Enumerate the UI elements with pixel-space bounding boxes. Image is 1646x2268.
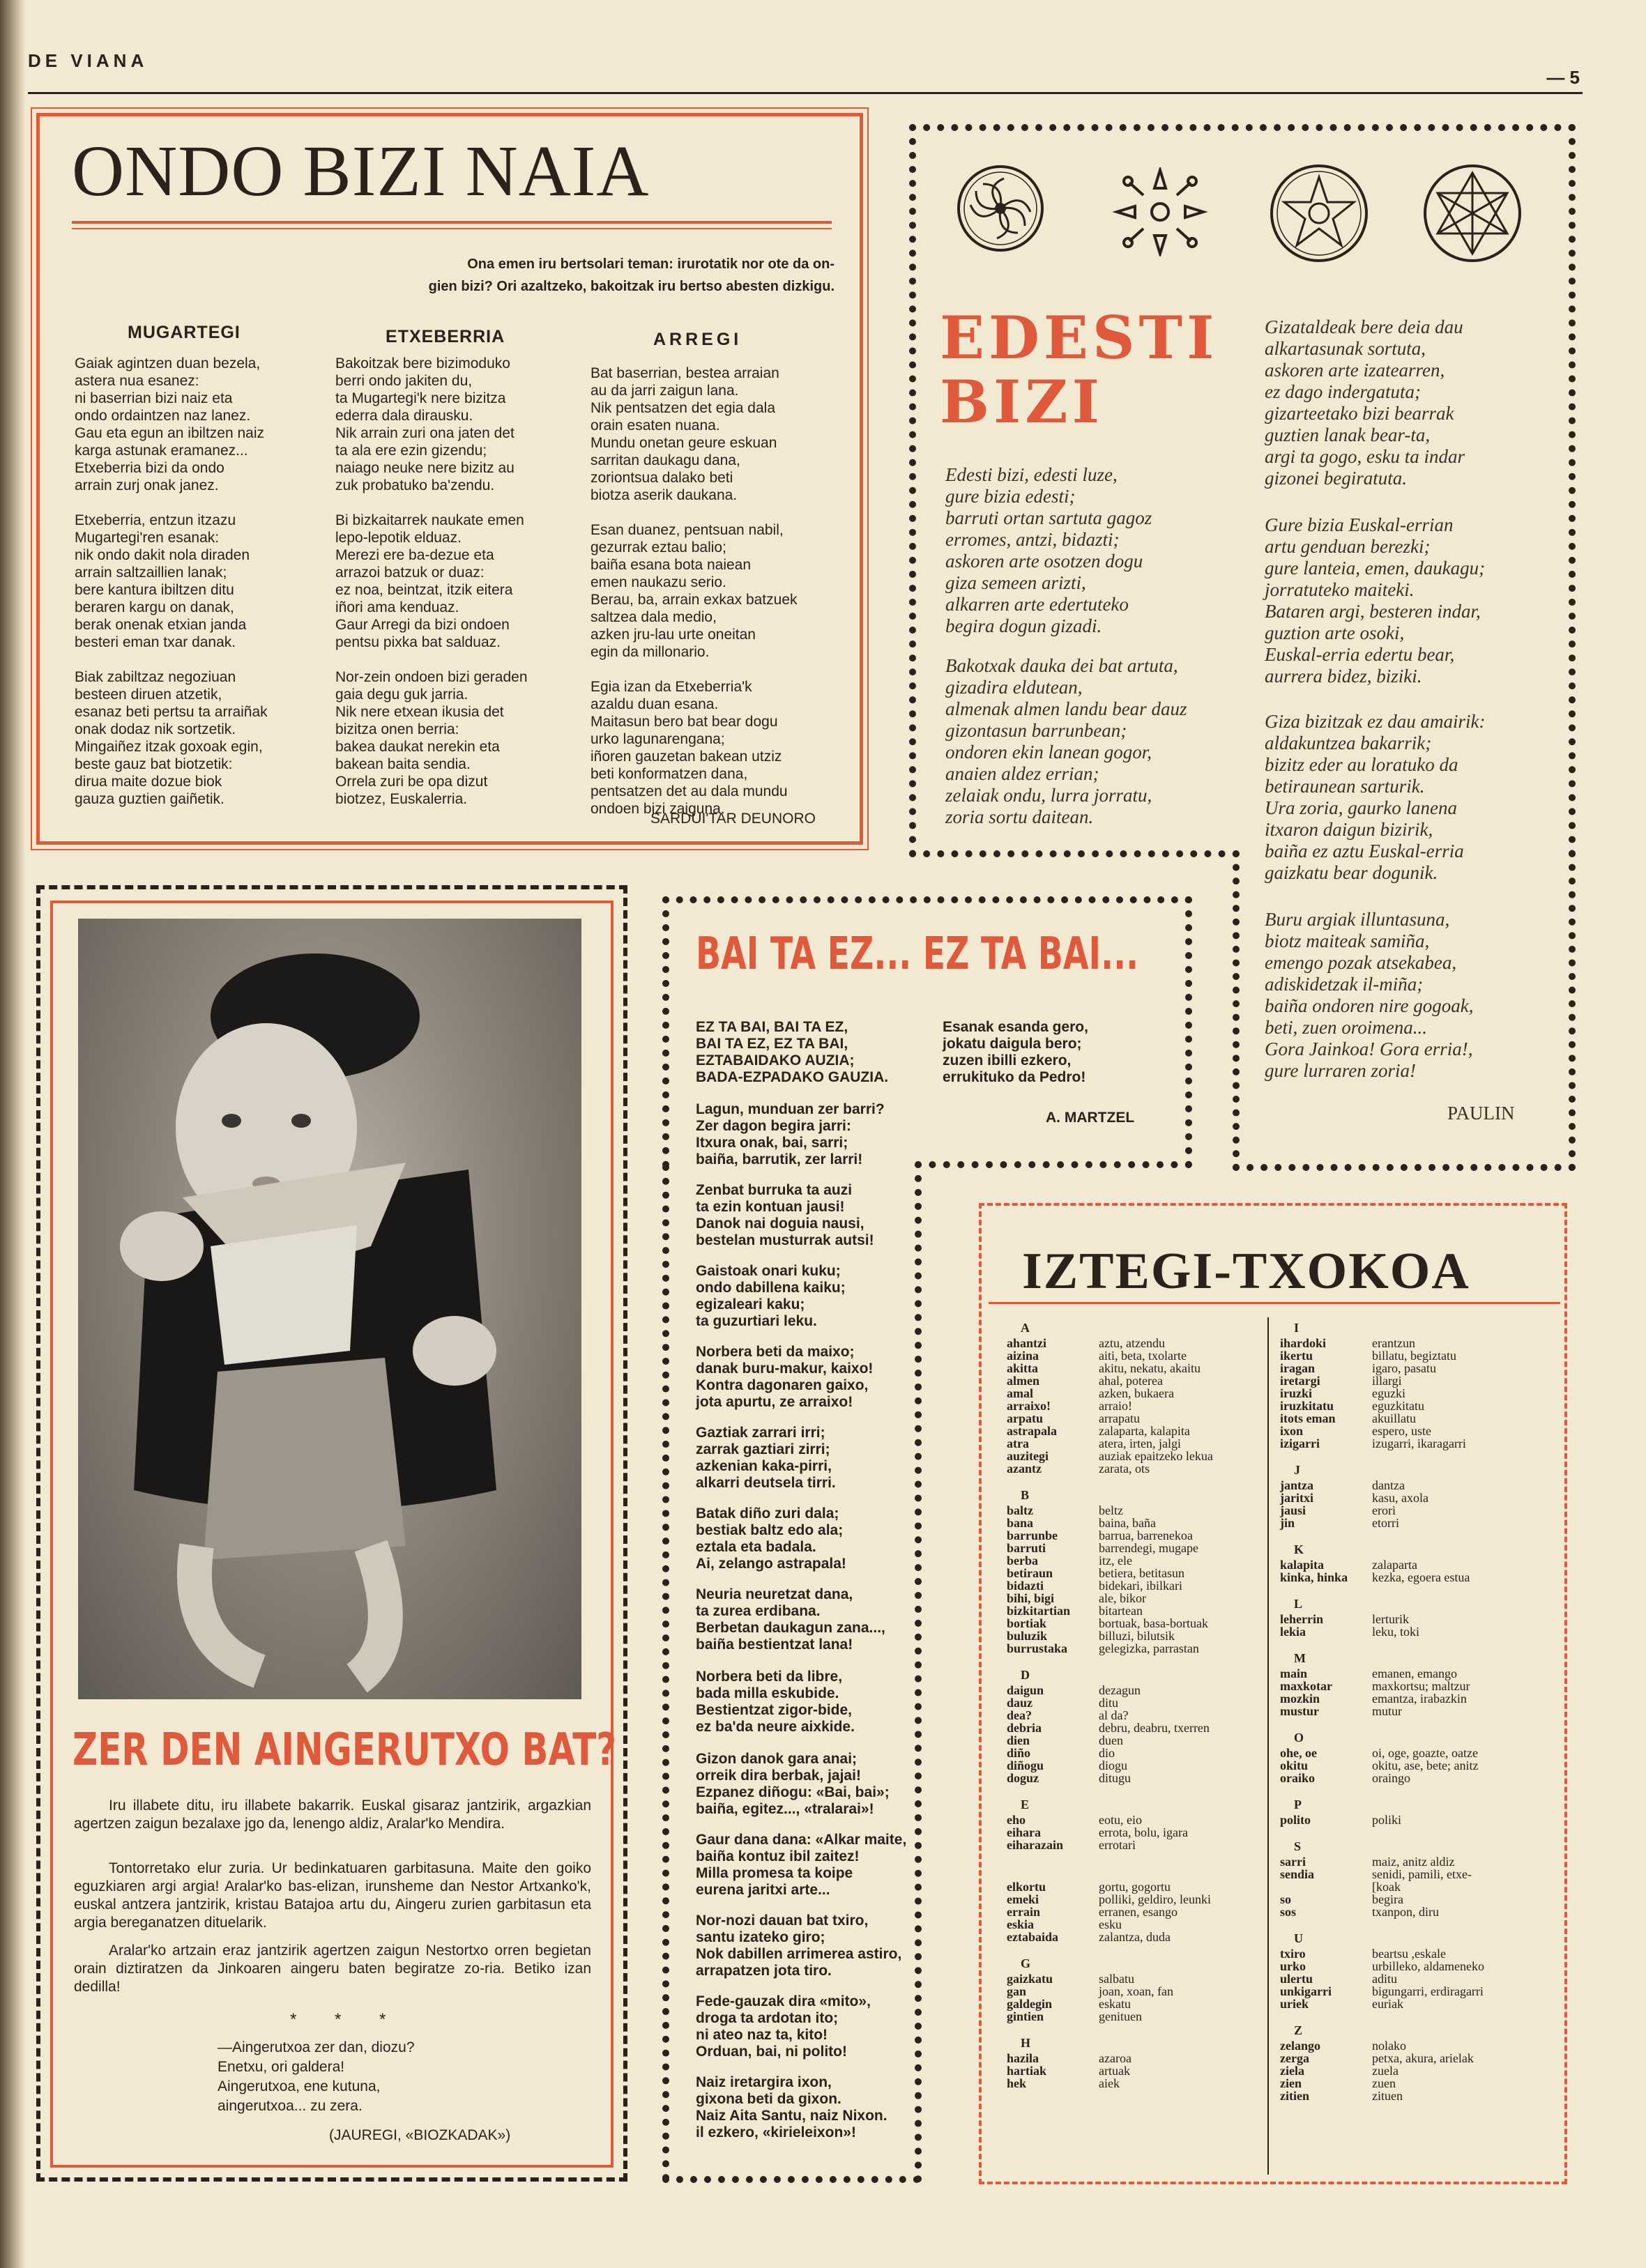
glossary-letter xyxy=(1007,1865,1265,1878)
baitaez-frame-bottom xyxy=(662,2176,920,2183)
glossary-words: polito xyxy=(1280,1813,1311,1827)
glossary-words: ihardoki ikertu iragan iretargi iruzki iruzkitatu itots eman ixon izigarri xyxy=(1280,1336,1336,1450)
glossary-letter: S xyxy=(1294,1839,1302,1853)
running-head: DE VIANA xyxy=(28,50,148,71)
edesti-stanza: Gizataldeak bere deia dau alkartasunak sortuta, askoren arte izatearren, ez dago indergatuta; gizarteetako bizi bearrak guztien lanak bear-ta, argi ta gogo, esku ta indar gizonei begiratuta. xyxy=(1265,316,1465,489)
glossary-words: txiro urko ulertu unkigarri uriek xyxy=(1280,1947,1332,2011)
baitaez-frame-left xyxy=(662,1164,669,2182)
article-signature: SARDUI'TAR DEUNORO xyxy=(650,811,816,827)
binding-gutter xyxy=(0,0,25,2268)
aingeru-title: ZER DEN AINGERUTXO BAT? xyxy=(73,1724,617,1776)
rosette-hexafoil-icon xyxy=(1422,163,1523,263)
baitaez-signature: A. MARTZEL xyxy=(1046,1110,1135,1126)
glossary-definitions: azaroa artuak aiek xyxy=(1099,2051,1131,2090)
baitaez-stanza: Nor-nozi dauan bat txiro, santu izateko giro; Nok dabillen arrimerea astiro, arrapatzen jota tiro. xyxy=(696,1913,902,1979)
glossary-group xyxy=(1280,1543,1562,1584)
edesti-stanza: Bakotxak dauka dei bat artuta, gizadira eldutean, almenak almen landu bear dauz gizontasun barrunbean; ondoren ekin lanean gogor, anaien aldez errian; zelaiak ondu, lurra jorratu, zoria sortu daitean. xyxy=(945,655,1187,827)
glossary-words: zelango zerga ziela zien zitien xyxy=(1280,2039,1320,2103)
baitaez-stanza: Gaur dana dana: «Alkar maite, baiña kontuz ibil zaitez! Milla promesa ta koipe eurena jaritxi arte... xyxy=(696,1832,907,1898)
glossary-words: sarri sendia so sos xyxy=(1280,1855,1315,1919)
glossary-group xyxy=(1280,1731,1562,1784)
glossary-definitions: beltz baina, baña barrua, barrenekoa barrendegi, mugape itz, ele betiera, betitasun bidekari, ibilkari ale, bikor bitartean bortuak, basa-bortuak billuzi, bilutsik gelegizka, parrastan xyxy=(1099,1503,1208,1655)
glossary-words: kalapita kinka, hinka xyxy=(1280,1558,1348,1584)
rosette-star-icon xyxy=(1269,163,1369,263)
glossary-letter: L xyxy=(1294,1597,1303,1611)
glossary-group xyxy=(1007,2037,1265,2090)
glossary-words: leherrin lekia xyxy=(1280,1612,1323,1639)
glossary-letter: E xyxy=(1021,1798,1030,1811)
iztegi-title-rule xyxy=(989,1302,1560,1304)
aingeru-article xyxy=(50,901,617,2168)
column-text-mugartegi: Gaiak agintzen duan bezela, astera nua esanez: ni baserrian bizi naiz eta ondo ordaintzen naz lanez. Gau eta egun an ibiltzen naiz karga astunak eramanez... Etxeberria bizi da ondo arrain zurj onak janez. Etxeberria, entzun itzazu Mugartegi'ren esanak: nik ondo dakit nola diraden arrain saltzaillien lanak; bere kantura ibiltzen ditu beraren kargu on danak, berak onenak etxian janda besteri eman txar danak. Biak zabiltzaz negoziuan besteen diruen atzetik, esanaz beti pertsu ta arraiñak onak dodaz nik sortzetik. Mingaiñez itzak goxoak egin, beste gauz bat biotzetik: dirua maite dozue biok gauza guztien gaiñetik. xyxy=(75,355,268,807)
title-rule-thin xyxy=(72,228,832,229)
ondo-bizi-naia-article xyxy=(36,113,863,845)
iztegi-column-divider xyxy=(1267,1317,1269,2175)
glossary-letter: K xyxy=(1294,1542,1304,1556)
baitaez-side-stanza: Esanak esanda gero, jokatu daigula bero; zuzen ibilli ezkero, errukituko da Pedro! xyxy=(943,1019,1088,1085)
glossary-definitions: dantza kasu, axola erori etorri xyxy=(1372,1478,1428,1530)
glossary-definitions: zalaparta kezka, egoera estua xyxy=(1372,1558,1470,1584)
article-title: ONDO BIZI NAIA xyxy=(72,131,650,211)
glossary-letter: U xyxy=(1294,1931,1303,1945)
baitaez-stanza: Gaistoak onari kuku; ondo dabillena kaiku; egizaleari kaku; ta guzurtiari leku. xyxy=(696,1263,846,1329)
glossary-words: ahantzi aizina akitta almen amal arraixo! arpatu astrapala atra auzitegi azantz xyxy=(1007,1336,1057,1476)
column-head-mugartegi: MUGARTEGI xyxy=(128,323,241,342)
baby-illustration-icon xyxy=(78,919,581,1699)
glossary-definitions: poliki xyxy=(1372,1813,1402,1827)
glossary-letter: B xyxy=(1021,1488,1030,1502)
glossary-words: eho eihara eiharazain xyxy=(1007,1813,1063,1852)
glossary-definitions: gortu, gogortu polliki, geldiro, leunki erranen, esango esku zalantza, duda xyxy=(1099,1880,1211,1944)
edesti-title-line1: EDESTI xyxy=(940,303,1219,372)
edesti-stanza: Edesti bizi, edesti luze, gure bizia edesti; barruti ortan sartuta gagoz erromes, antzi, bidazti; askoren arte osotzen dogu giza semeen arizti, alkarren arte edertuteko begira dogun gizadi. xyxy=(945,464,1152,636)
baitaez-frame-step xyxy=(915,1161,1192,1168)
glossary-words: jantza jaritxi jausi jin xyxy=(1280,1478,1313,1530)
column-text-arregi: Bat baserrian, bestea arraian au da jarri zaigun lana. Nik pentsatzen det egia dala orain esaten nuana. Mundu onetan geure eskuan sarritan daukagu dana, zoriontsua dalako beti biotza aserik daukana. Esan duanez, pentsuan nabil, gezurrak eztau balio; baiña esana bota naiean emen naukazu serio. Berau, ba, arrain exkax batzuek saltzea dala medio, azken jru-lau urte oneitan egin da millonario. Egia izan da Etxeberria'k azaldu duan esana. Maitasun bero bat bear dogu urko lagunarengana; iñoren gauzetan bakean utziz beti konformatzen dana, pentsatzen det au dala mundu ondoen bizi zaiguna. xyxy=(590,365,798,817)
column-head-etxeberria: ETXEBERRIA xyxy=(386,327,505,346)
aingeru-paragraph: Aralar'ko artzain eraz jantzirik agertzen zaigun Nestortxo orren begietan orain diztiratzen da Jinkoaren aingeru baten begiratze zo-ria. Betiko izan dedilla! xyxy=(74,1943,591,1995)
glossary-letter: A xyxy=(1021,1321,1030,1335)
baitaez-stanza: Fede-gauzak dira «mito», droga ta ardotan ito; ni ateo naz ta, kito! Orduan, bai, ni polito! xyxy=(696,1993,871,2060)
glossary-letter: H xyxy=(1021,2036,1031,2050)
edesti-frame-step xyxy=(1233,850,1240,1171)
glossary-letter: I xyxy=(1294,1321,1300,1335)
glossary-letter: D xyxy=(1021,1668,1030,1682)
iztegi-title: IZTEGI-TXOKOA xyxy=(1022,1243,1470,1300)
glossary-group xyxy=(1280,1464,1562,1529)
edesti-stanza: Buru argiak illuntasuna, biotz maiteak samiña, emengo pozak atsekabea, adiskidetzak il-miña; baiña ondoren nire gogoak, beti, zuen oroimena... Gora Jainkoa! Gora erria!, gure lurraren zoria! xyxy=(1265,909,1474,1081)
glossary-words: gaizkatu gan galdegin gintien xyxy=(1007,1972,1053,2023)
baitaez-stanza: Lagun, munduan zer barri? Zer dagon begira jarri: Itxura onak, bai, sarri; baiña, barrutik, zer larri! xyxy=(696,1101,885,1167)
glossary-group xyxy=(1280,1652,1562,1717)
baitaez-stanza: EZ TA BAI, BAI TA EZ, BAI TA EZ, EZ TA BAI, EZTABAIDAKO AUZIA; BADA-EZPADAKO GAUZIA. xyxy=(696,1019,889,1085)
rosette-spiral-icon xyxy=(955,163,1046,254)
edesti-title-line2: BIZI xyxy=(940,367,1104,436)
aingeru-verse: —Aingerutxoa zer dan, diozu? Enetxu, ori galdera! Aingerutxoa, ene kutuna, aingerutxoa... zu zera. xyxy=(218,2039,415,2114)
aingeru-paragraph: Iru illabete ditu, iru illabete bakarrik. Euskal gisaraz jantzirik, argazkian agertzen zaigun bezalaxe jgo da, lenengo aldiz, Aralar'ko Mendira. xyxy=(74,1798,591,1832)
aingeru-signature: (JAUREGI, «BIOZKADAK») xyxy=(329,2127,511,2143)
glossary-group xyxy=(1280,1932,1562,2010)
glossary-definitions: beartsu ,eskale urbilleko, aldameneko aditu bigungarri, erdiragarri euriak xyxy=(1372,1947,1484,2011)
glossary-group xyxy=(1280,1840,1562,1918)
baitaez-stanza: Norbera beti da maixo; danak buru-makur, kaixo! Kontra dagonaren gaixo, jota apurtu, ze arraixo! xyxy=(696,1344,874,1410)
page-number: — 5 xyxy=(1546,67,1580,88)
glossary-group xyxy=(1280,1597,1562,1638)
edesti-frame-bottom-right xyxy=(1233,1164,1576,1171)
glossary-group xyxy=(1280,1321,1562,1450)
baitaez-stanza: Naiz iretargira ixon, gixona beti da gixon. Naiz Aita Santu, naiz Nixon. il ezkero, «kirieleixon»! xyxy=(696,2074,887,2140)
glossary-group xyxy=(1007,1669,1265,1784)
iztegi-article xyxy=(979,1203,1567,2184)
glossary-letter: G xyxy=(1021,1956,1031,1970)
aingeru-paragraph: Tontorretako elur zuria. Ur bedinkatuaren garbitasuna. Maite den goiko eguzkiaren argi argia! Aralar'ko bas-elizan, irunsheme dan Nestor Artxanko'k, euskal antzera jantzirik, kristau Batajoa artu du, Aingeru zurien garbitasun eta argia bereganatzen dituelarik. xyxy=(74,1860,591,1931)
glossary-group xyxy=(1007,1957,1265,2023)
glossary-group xyxy=(1007,1489,1265,1655)
header-rule xyxy=(28,92,1583,94)
glossary-letter: M xyxy=(1294,1651,1306,1665)
baitaez-stanza: Norbera beti da libre, bada milla eskubide. Bestientzat zigor-bide, ez ba'da neure aixkide. xyxy=(696,1669,855,1735)
edesti-signature: PAULIN xyxy=(1447,1103,1515,1124)
glossary-definitions: erantzun billatu, begiztatu igaro, pasatu illargi eguzki eguzkitatu akuillatu espero, uste izugarri, ikaragarri xyxy=(1372,1336,1466,1450)
glossary-definitions: nolako petxa, akura, arielak zuela zuen zituen xyxy=(1372,2039,1474,2103)
baitaez-stanza: Gizon danok gara anai; orreik dira berbak, jajai! Ezpanez diñogu: «Bai, bai»; baiña, egitez..., «tralarai»! xyxy=(696,1751,890,1817)
glossary-letter: Z xyxy=(1294,2023,1303,2037)
glossary-definitions: maiz, anitz aldiz senidi, pamili, etxe- [koak begira txanpon, diru xyxy=(1372,1855,1472,1919)
aingeru-stars: * * * xyxy=(290,2010,403,2029)
edesti-stanza: Giza bizitzak ez dau amairik: aldakuntzea bakarrik; bizitz eder au loratuko da betiraunean sarturik. Ura zoria, gaurko lanena itxaron daigun bizirik, baiña ez aztu Euskal-erria gaizkatu bear dogunik. xyxy=(1265,711,1486,883)
baitaez-stanza: Zenbat burruka ta auzi ta ezin kontuan jausi! Danok nai doguia nausi, bestelan musturrak autsi! xyxy=(696,1182,874,1248)
glossary-group xyxy=(1280,1798,1562,1826)
edesti-stanza: Gure bizia Euskal-errian artu genduan berezki; gure lanteia, emen, daukagu; jorratuteko maiteki. Bataren argi, besteren indar, guztion arte osoki, Euskal-erria edertu bear, aurrera bidez, biziki. xyxy=(1265,514,1486,687)
glossary-group xyxy=(1007,1865,1265,1943)
glossary-letter: P xyxy=(1294,1798,1302,1811)
glossary-definitions: dezagun ditu al da? debru, deabru, txerren duen dio diogu ditugu xyxy=(1099,1683,1210,1785)
glossary-letter: O xyxy=(1294,1731,1304,1745)
glossary-words: main maxkotar mozkin mustur xyxy=(1280,1666,1332,1718)
glossary-words: hazila hartiak hek xyxy=(1007,2051,1047,2090)
baitaez-title: BAI TA EZ... EZ TA BAI... xyxy=(696,928,1139,980)
baby-photo xyxy=(78,919,581,1699)
title-rule xyxy=(72,221,832,224)
article-intro: Ona emen iru bertsolari teman: irurotatik nor ote da on- gien bizi? Ori azaltzeko, bakoitzak iru bertso abesten dizkigu. xyxy=(428,256,835,294)
rosette-cross-icon xyxy=(1111,167,1209,256)
baitaez-stanza: Neuria neuretzat dana, ta zurea erdibana. Berbetan daukagun zana..., baiña bestientzat lana! xyxy=(696,1586,885,1653)
glossary-words: ohe, oe okitu oraiko xyxy=(1280,1746,1317,1785)
glossary-definitions: lerturik leku, toki xyxy=(1372,1612,1419,1639)
glossary-words: baltz bana barrunbe barruti berba betiraun bidazti bihi, bigi bizkitartian bortiak buluzik burrustaka xyxy=(1007,1503,1071,1655)
glossary-letter: J xyxy=(1294,1463,1300,1477)
column-head-arregi: ARREGI xyxy=(653,330,742,349)
glossary-definitions: eotu, eio errota, bolu, igara errotari xyxy=(1099,1813,1188,1852)
glossary-words: elkortu emeki errain eskia eztabaida xyxy=(1007,1880,1058,1944)
glossary-definitions: oi, oge, goazte, oatze okitu, ase, bete; anitz oraingo xyxy=(1372,1746,1479,1785)
glossary-definitions: emanen, emango maxkortsu; maltzur emantza, irabazkin mutur xyxy=(1372,1666,1470,1718)
baitaez-stanza: Gaztiak zarrari irri; zarrak gaztiari zirri; azkenian kaka-pirri, alkarri deutsela tirri. xyxy=(696,1425,836,1491)
glossary-definitions: salbatu joan, xoan, fan eskatu genituen xyxy=(1099,1972,1173,2023)
glossary-words: daigun dauz dea? debria dien diño diñogu doguz xyxy=(1007,1683,1044,1785)
glossary-group xyxy=(1007,1321,1265,1475)
edesti-frame-bottom-left xyxy=(909,850,1240,857)
iztegi-left-column xyxy=(1007,1321,1265,2104)
baitaez-stanza: Batak diño zuri dala; bestiak baltz edo ala; eztala eta badala. Ai, zelango astrapala! xyxy=(696,1505,846,1572)
iztegi-right-column xyxy=(1280,1321,1562,2116)
column-text-etxeberria: Bakoitzak bere bizimoduko berri ondo jakiten du, ta Mugartegi'k nere bizitza ederra dala dirausku. Nik arrain zuri ona jaten det ta ala ere ezin gizendu; naiago neuke nere bizitz au zuk probatuko ba'zendu. Bi bizkaitarrek naukate emen lepo-lepotik elduaz. Merezi ere ba-dezue eta arrazoi batzuk or duaz: ez noa, beintzat, itzik eitera iñori ama kenduaz. Gaur Arregi da bizi ondoen pentsu pixka bat salduaz. Nor-zein ondoen bizi geraden gaia degu guk jarria. Nik nere etxean ikusia det bizitza onen berria: bakea daukat nerekin eta bakean baita sendia. Orrela zuri be opa dizut biotzez, Euskalerria. xyxy=(335,355,528,807)
glossary-group xyxy=(1280,2024,1562,2102)
glossary-definitions: aztu, atzendu aiti, beta, txolarte akitu, nekatu, akaitu ahal, poterea azken, bukaera arraio! arrapatu zalaparta, kalapita atera, irten, jalgi auziak epaitzeko lekua zarata, ots xyxy=(1099,1336,1213,1476)
glossary-group xyxy=(1007,1798,1265,1851)
